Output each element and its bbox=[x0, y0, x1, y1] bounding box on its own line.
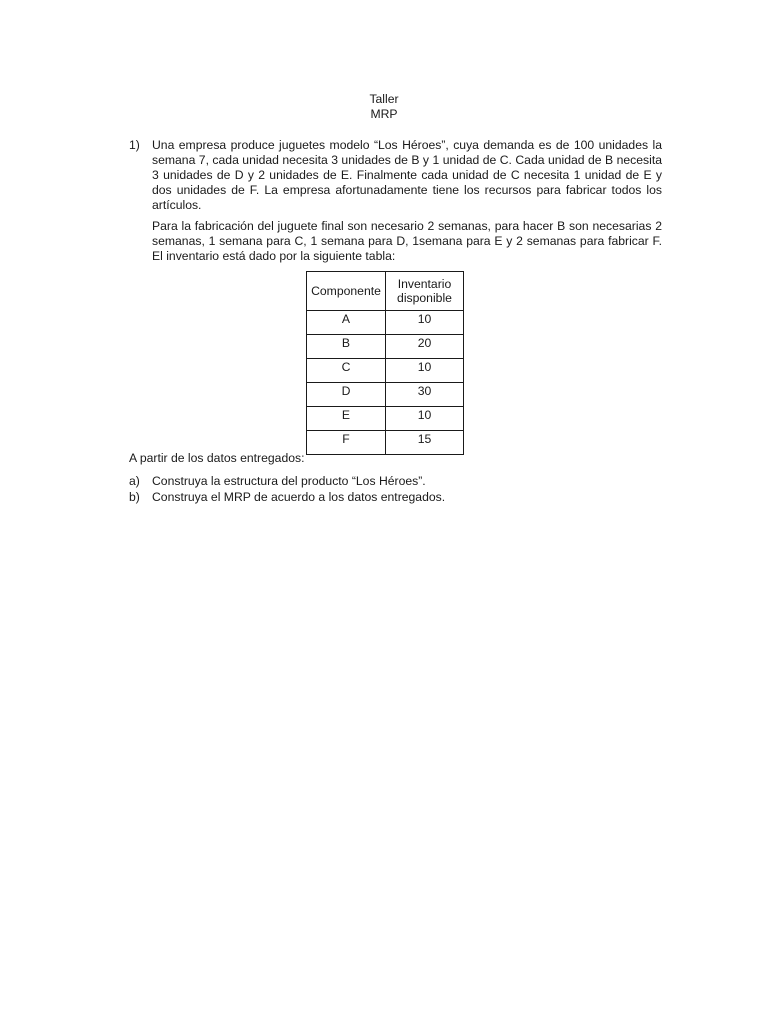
table-header-row bbox=[307, 272, 464, 311]
task-label: a) bbox=[129, 474, 140, 488]
cell-component: C bbox=[307, 359, 386, 383]
table-row bbox=[307, 383, 464, 407]
question-body bbox=[152, 138, 662, 264]
table-row bbox=[307, 311, 464, 335]
table-row bbox=[307, 431, 464, 455]
cell-inventory: 10 bbox=[386, 359, 464, 383]
header-inventory: Inventario disponible bbox=[386, 272, 464, 311]
table-row bbox=[307, 335, 464, 359]
document-subtitle: MRP bbox=[370, 107, 398, 121]
document-title: Taller bbox=[369, 92, 399, 106]
question-paragraph-2: Para la fabricación del juguete final son necesario 2 semanas, para hacer B son necesarias 2 semanas, 1 semana para C, 1 semana para D, 1semana para E y 2 semanas para fabricar F. El inventario está dado por la siguiente tabla: bbox=[152, 219, 662, 263]
cell-inventory: 20 bbox=[386, 335, 464, 359]
title-block bbox=[0, 92, 768, 122]
header-component: Componente bbox=[307, 272, 386, 311]
cell-component: A bbox=[307, 311, 386, 335]
cell-inventory: 15 bbox=[386, 431, 464, 455]
table-row bbox=[307, 359, 464, 383]
cell-component: E bbox=[307, 407, 386, 431]
question-1 bbox=[129, 138, 662, 270]
cell-inventory: 10 bbox=[386, 407, 464, 431]
task-text: Construya la estructura del producto “Los Héroes”. bbox=[152, 474, 426, 488]
inventory-table bbox=[306, 271, 464, 455]
tasks-intro: A partir de los datos entregados: bbox=[129, 451, 305, 465]
task-text: Construya el MRP de acuerdo a los datos entregados. bbox=[152, 490, 446, 504]
question-paragraph-1: Una empresa produce juguetes modelo “Los Héroes”, cuya demanda es de 100 unidades la semana 7, cada unidad necesita 3 unidades de B y 1 unidad de C. Cada unidad de B necesita 3 unidades de D y 2 unidades de E. Finalmente cada unidad de C necesita 1 unidad de E y dos unidades de F. La empresa afortunadamente tiene los recursos para fabricar todos los artículos. bbox=[152, 138, 662, 212]
task-label: b) bbox=[129, 490, 140, 504]
question-number: 1) bbox=[129, 138, 140, 152]
table-row bbox=[307, 407, 464, 431]
cell-inventory: 30 bbox=[386, 383, 464, 407]
cell-component: F bbox=[307, 431, 386, 455]
cell-component: D bbox=[307, 383, 386, 407]
cell-inventory: 10 bbox=[386, 311, 464, 335]
cell-component: B bbox=[307, 335, 386, 359]
